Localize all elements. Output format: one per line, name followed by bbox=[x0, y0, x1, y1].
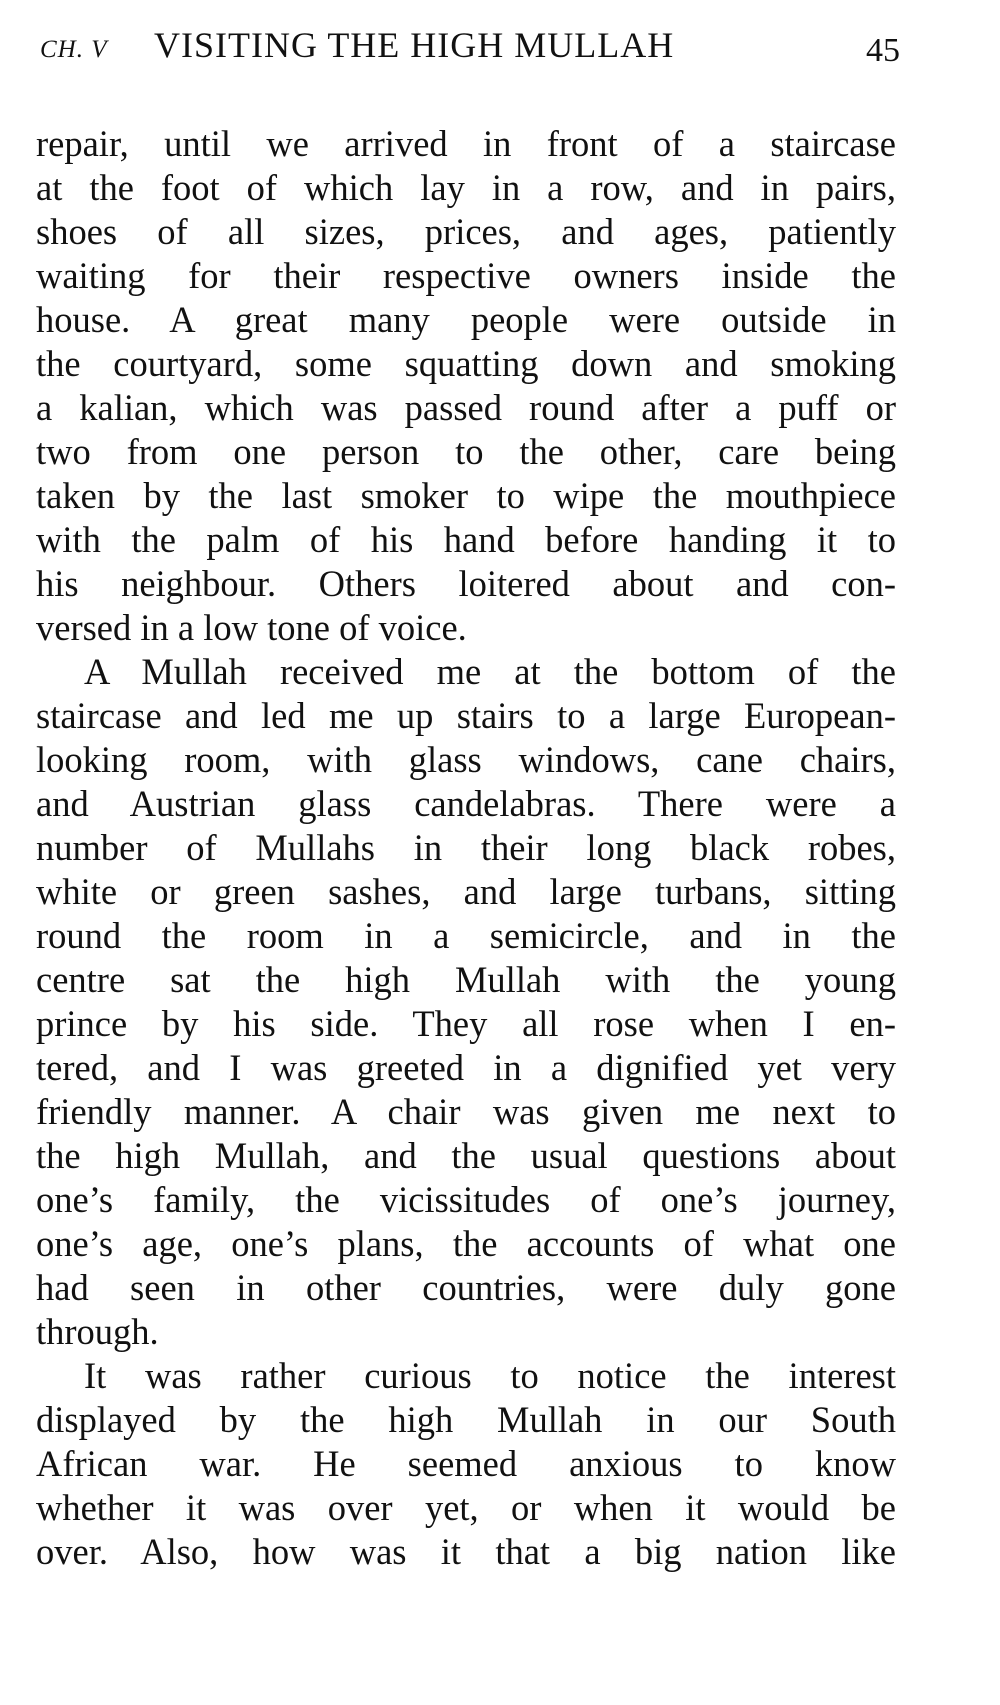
paragraph bbox=[36, 122, 896, 650]
text-line: one’s family, the vicissitudes of one’s journey, bbox=[36, 1179, 896, 1220]
text-line: African war. He seemed anxious to know bbox=[36, 1443, 896, 1484]
text-line: waiting for their respective owners inside the bbox=[36, 255, 896, 296]
page-title: VISITING THE HIGH MULLAH bbox=[154, 25, 675, 65]
text-line: shoes of all sizes, prices, and ages, patiently bbox=[36, 211, 896, 252]
running-head bbox=[36, 22, 900, 92]
text-line: over. Also, how was it that a big nation like bbox=[36, 1531, 896, 1572]
text-line: a kalian, which was passed round after a puff or bbox=[36, 387, 896, 428]
text-line: centre sat the high Mullah with the young bbox=[36, 959, 896, 1000]
paragraph bbox=[36, 650, 896, 1354]
text-line: staircase and led me up stairs to a large European- bbox=[36, 695, 896, 736]
text-line: displayed by the high Mullah in our South bbox=[36, 1399, 896, 1440]
text-line: looking room, with glass windows, cane chairs, bbox=[36, 739, 896, 780]
page-number: 45 bbox=[866, 32, 900, 69]
text-line: A Mullah received me at the bottom of the bbox=[84, 651, 896, 692]
text-line: prince by his side. They all rose when I en- bbox=[36, 1003, 896, 1044]
text-line: friendly manner. A chair was given me next to bbox=[36, 1091, 896, 1132]
text-line: and Austrian glass candelabras. There were a bbox=[36, 783, 896, 824]
text-line: round the room in a semicircle, and in the bbox=[36, 915, 896, 956]
text-line: repair, until we arrived in front of a staircase bbox=[36, 123, 896, 164]
text-line: taken by the last smoker to wipe the mouthpiece bbox=[36, 475, 896, 516]
body-text bbox=[36, 122, 896, 1574]
text-line: had seen in other countries, were duly gone bbox=[36, 1267, 896, 1308]
text-line: through. bbox=[36, 1311, 159, 1352]
text-line: whether it was over yet, or when it would be bbox=[36, 1487, 896, 1528]
text-line: at the foot of which lay in a row, and in pairs, bbox=[36, 167, 896, 208]
text-line: the high Mullah, and the usual questions about bbox=[36, 1135, 896, 1176]
chapter-label: CH. V bbox=[40, 36, 108, 63]
text-line: tered, and I was greeted in a dignified yet very bbox=[36, 1047, 896, 1088]
text-line: his neighbour. Others loitered about and con- bbox=[36, 563, 896, 604]
text-line: house. A great many people were outside in bbox=[36, 299, 896, 340]
text-line: number of Mullahs in their long black robes, bbox=[36, 827, 896, 868]
book-page bbox=[36, 22, 900, 1702]
paragraph bbox=[36, 1354, 896, 1574]
text-line: It was rather curious to notice the interest bbox=[84, 1355, 896, 1396]
text-line: the courtyard, some squatting down and smoking bbox=[36, 343, 896, 384]
text-line: two from one person to the other, care being bbox=[36, 431, 896, 472]
text-line: one’s age, one’s plans, the accounts of what one bbox=[36, 1223, 896, 1264]
text-line: versed in a low tone of voice. bbox=[36, 607, 467, 648]
text-line: with the palm of his hand before handing it to bbox=[36, 519, 896, 560]
text-line: white or green sashes, and large turbans, sitting bbox=[36, 871, 896, 912]
